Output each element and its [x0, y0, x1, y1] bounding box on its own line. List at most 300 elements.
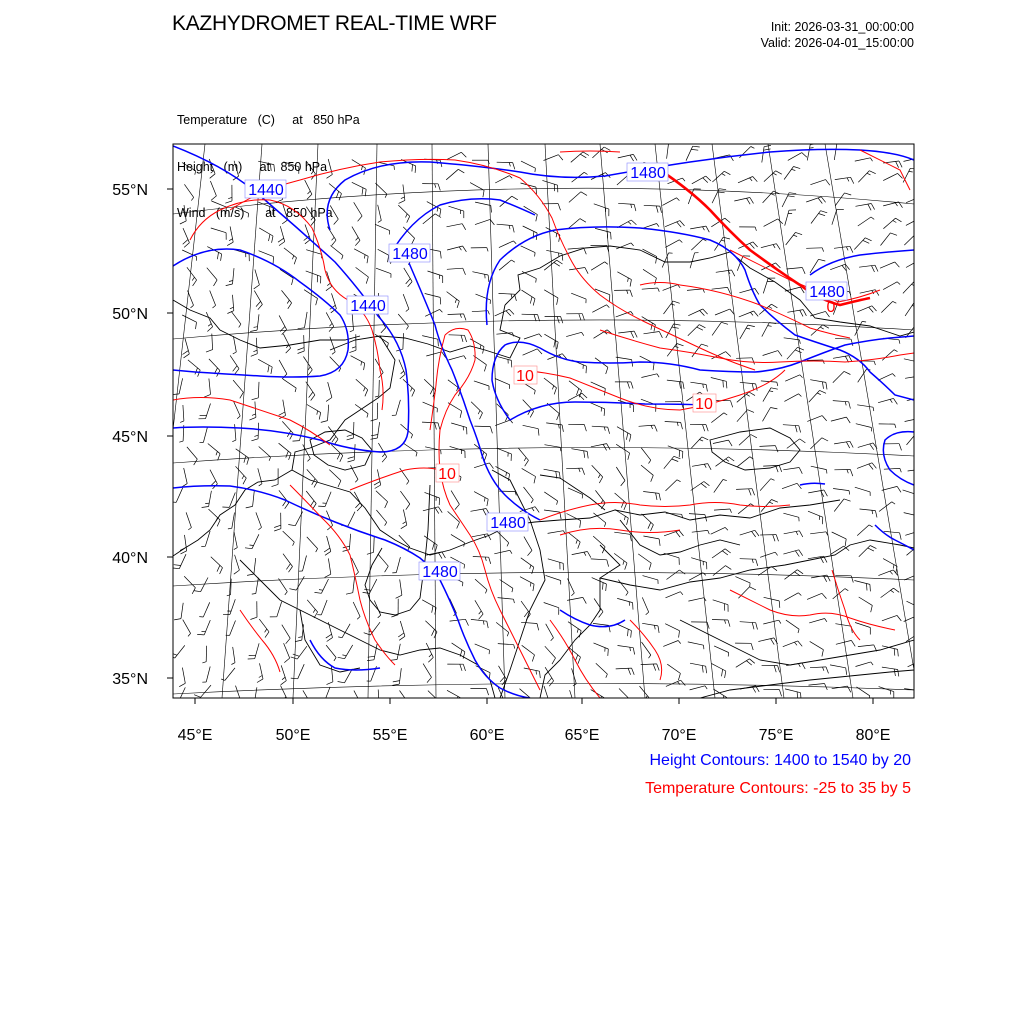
wind-barb-feather — [463, 664, 465, 671]
wind-barb-feather — [705, 686, 707, 689]
wind-barb-feather — [850, 441, 853, 447]
wind-barb-feather — [355, 503, 360, 508]
wind-barb-icon — [447, 690, 461, 698]
wind-barb-icon — [330, 205, 338, 219]
wind-barb-feather — [862, 321, 866, 322]
wind-barb-feather — [899, 340, 900, 344]
wind-barb-feather — [873, 407, 874, 411]
wind-barb-icon — [830, 665, 846, 668]
wind-barb-icon — [236, 466, 247, 478]
wind-barb-feather — [437, 208, 438, 212]
wind-barb-feather — [486, 689, 488, 696]
wind-barb-feather — [270, 164, 271, 171]
wind-barb-icon — [254, 291, 262, 305]
wind-barb-icon — [303, 690, 311, 704]
wind-barb-feather — [254, 285, 260, 289]
wind-barb-feather — [632, 668, 635, 675]
wind-barb-icon — [740, 622, 756, 623]
wind-barb-icon — [183, 620, 191, 634]
wind-barb-feather — [870, 158, 872, 161]
wind-barb-feather — [677, 422, 678, 426]
wind-barb-icon — [833, 401, 849, 402]
wind-barb-feather — [646, 612, 649, 615]
wind-barb-feather — [914, 282, 920, 285]
wind-barb-icon — [404, 268, 412, 282]
wind-barb-icon — [855, 158, 871, 161]
wind-barb-feather — [226, 207, 227, 214]
wind-barb-feather — [557, 414, 560, 421]
wind-barb-feather — [691, 149, 698, 150]
wind-barb-icon — [760, 446, 776, 447]
wind-barb-feather — [298, 328, 305, 329]
wind-barb-icon — [905, 418, 921, 421]
wind-barb-feather — [846, 417, 850, 423]
wind-barb-feather — [362, 188, 363, 195]
wind-barb-feather — [849, 356, 852, 362]
wind-barb-icon — [713, 440, 729, 443]
wind-barb-icon — [879, 502, 892, 512]
wind-barb-feather — [777, 382, 778, 386]
wind-barb-feather — [358, 216, 363, 221]
wind-barb-feather — [398, 633, 404, 637]
wind-barb-feather — [699, 325, 705, 328]
wind-barb-feather — [917, 532, 921, 538]
wind-barb-icon — [305, 180, 312, 194]
wind-barb-feather — [308, 367, 311, 370]
wind-barb-feather — [644, 696, 648, 702]
wind-barb-feather — [752, 489, 755, 496]
wind-barb-feather — [298, 637, 302, 638]
wind-barb-feather — [725, 620, 726, 624]
wind-barb-icon — [642, 514, 654, 525]
wind-barb-feather — [462, 224, 466, 230]
wind-barb-icon — [835, 177, 851, 179]
wind-barb-icon — [859, 546, 870, 557]
wind-barb-feather — [631, 382, 633, 389]
wind-barb-icon — [595, 228, 611, 232]
wind-barb-feather — [607, 444, 611, 450]
wind-barb-icon — [475, 579, 487, 590]
wind-barb-icon — [447, 292, 460, 302]
wind-barb-icon — [209, 379, 211, 395]
wind-barb-feather — [651, 475, 654, 482]
wind-barb-feather — [756, 623, 758, 630]
wind-barb-feather — [846, 247, 848, 251]
wind-barb-feather — [216, 451, 217, 455]
lon-label: 65°E — [565, 727, 600, 744]
lat-label: 35°N — [112, 671, 148, 688]
wind-barb-icon — [255, 643, 259, 658]
wind-barb-feather — [793, 235, 797, 236]
wind-barb-feather — [327, 175, 333, 179]
wind-barb-icon — [306, 250, 321, 255]
wind-barb-feather — [756, 559, 758, 566]
wind-barb-feather — [899, 444, 901, 451]
wind-barb-feather — [558, 204, 560, 211]
wind-barb-feather — [779, 465, 782, 472]
wind-barb-icon — [784, 593, 798, 601]
wind-barb-feather — [631, 631, 632, 638]
wind-barb-feather — [485, 557, 486, 561]
wind-barb-feather — [487, 621, 488, 628]
wind-barb-icon — [523, 349, 538, 355]
wind-barb-feather — [724, 171, 730, 174]
wind-barb-icon — [230, 355, 239, 368]
wind-barb-icon — [883, 282, 897, 290]
wind-barb-feather — [825, 619, 827, 622]
wind-barb-icon — [643, 536, 659, 539]
wind-barb-feather — [656, 206, 658, 213]
wind-barb-feather — [412, 238, 415, 244]
wind-barb-icon — [496, 356, 511, 360]
wind-barb-feather — [220, 568, 223, 574]
wind-barb-icon — [691, 239, 703, 250]
wind-barb-icon — [688, 325, 699, 336]
wind-barb-feather — [371, 419, 378, 421]
wind-barb-feather — [627, 382, 629, 389]
wind-barb-icon — [306, 271, 321, 277]
wind-barb-feather — [250, 617, 257, 619]
wind-barb-feather — [440, 297, 441, 304]
wind-barb-icon — [860, 509, 876, 511]
wind-barb-feather — [630, 534, 631, 541]
wind-barb-icon — [716, 457, 729, 466]
wind-barb-icon — [183, 228, 189, 243]
wind-barb-feather — [764, 149, 771, 150]
wind-barb-icon — [617, 427, 631, 435]
wind-barb-feather — [896, 161, 899, 167]
wind-barb-feather — [228, 197, 232, 198]
wind-barb-feather — [656, 493, 657, 500]
wind-barb-icon — [348, 512, 355, 526]
wind-barb-feather — [919, 158, 923, 164]
wind-barb-feather — [865, 238, 871, 241]
wind-barb-feather — [361, 362, 362, 366]
wind-barb-icon — [450, 599, 457, 614]
wind-barb-feather — [214, 280, 218, 286]
wind-barb-feather — [457, 522, 460, 528]
wind-barb-icon — [881, 588, 894, 597]
wind-barb-feather — [488, 275, 489, 282]
wind-barb-feather — [265, 632, 269, 638]
wind-barb-icon — [279, 315, 287, 329]
wind-barb-feather — [847, 470, 848, 474]
wind-barb-feather — [823, 360, 824, 364]
wind-barb-feather — [484, 498, 485, 502]
wind-barb-feather — [211, 196, 216, 201]
wind-barb-feather — [728, 287, 731, 293]
wind-barb-feather — [918, 615, 923, 620]
field-height: Height (m) at 850 hPa — [177, 160, 360, 176]
wind-barb-feather — [916, 635, 919, 638]
wind-barb-feather — [285, 592, 288, 595]
wind-barb-feather — [530, 297, 532, 304]
wind-barb-icon — [689, 573, 703, 581]
wind-barb-feather — [435, 184, 436, 188]
wind-barb-feather — [850, 246, 853, 252]
wind-barb-feather — [174, 619, 181, 620]
wind-barb-feather — [252, 594, 256, 595]
wind-barb-feather — [921, 197, 924, 200]
wind-barb-icon — [422, 422, 438, 423]
wind-barb-icon — [236, 449, 249, 458]
wind-barb-icon — [378, 554, 388, 566]
wind-barb-feather — [191, 305, 194, 308]
wind-barb-feather — [848, 686, 851, 692]
wind-barb-icon — [713, 566, 726, 576]
wind-barb-feather — [871, 662, 873, 665]
wind-barb-feather — [286, 451, 289, 458]
wind-barb-feather — [438, 507, 442, 513]
wind-barb-feather — [557, 501, 558, 505]
wind-barb-icon — [256, 338, 257, 354]
wind-barb-icon — [566, 468, 582, 469]
wind-barb-icon — [568, 532, 581, 542]
wind-barb-feather — [507, 543, 509, 547]
wind-barb-icon — [667, 570, 680, 580]
wind-barb-feather — [800, 439, 806, 443]
wind-barb-feather — [920, 362, 921, 369]
wind-barb-feather — [181, 551, 187, 554]
wind-barb-feather — [534, 390, 535, 394]
wind-barb-icon — [859, 597, 873, 605]
wind-barb-feather — [529, 699, 532, 706]
wind-barb-icon — [571, 293, 586, 299]
wind-barb-feather — [406, 279, 411, 284]
wind-barb-feather — [863, 240, 869, 243]
wind-barb-icon — [783, 425, 799, 426]
wind-barb-feather — [657, 664, 660, 671]
wind-barb-feather — [258, 304, 263, 309]
wind-barb-feather — [298, 351, 305, 353]
wind-barb-icon — [737, 410, 748, 422]
wind-barb-feather — [460, 314, 461, 318]
wind-barb-feather — [250, 545, 254, 546]
wind-barb-feather — [871, 217, 874, 219]
temperature-label: 10 — [516, 368, 534, 385]
lon-label: 80°E — [856, 727, 891, 744]
wind-barb-feather — [683, 178, 686, 181]
wind-barb-feather — [285, 503, 289, 509]
wind-barb-feather — [225, 201, 232, 203]
wind-barb-icon — [521, 161, 535, 168]
wind-barb-feather — [776, 171, 782, 174]
wind-barb-feather — [326, 287, 332, 291]
wind-barb-feather — [631, 220, 636, 225]
wind-barb-icon — [568, 622, 581, 631]
wind-barb-icon — [784, 167, 793, 180]
wind-barb-icon — [760, 552, 775, 557]
wind-barb-icon — [904, 513, 920, 517]
wind-barb-icon — [212, 334, 213, 350]
wind-barb-icon — [618, 646, 634, 648]
wind-barb-feather — [798, 664, 800, 668]
wind-barb-feather — [680, 592, 683, 595]
wind-barb-feather — [226, 284, 233, 286]
wind-barb-icon — [810, 667, 826, 668]
wind-barb-feather — [751, 643, 753, 650]
wind-barb-feather — [800, 375, 803, 378]
wind-barb-icon — [179, 378, 183, 394]
wind-barb-icon — [470, 183, 484, 191]
wind-barb-icon — [375, 183, 387, 194]
wind-barb-feather — [621, 501, 624, 508]
wind-barb-feather — [791, 169, 795, 170]
wind-barb-feather — [375, 396, 379, 397]
height-label: 1480 — [809, 284, 845, 301]
wind-barb-icon — [882, 667, 898, 669]
wind-barb-feather — [552, 386, 553, 390]
wind-barb-feather — [728, 620, 730, 627]
wind-barb-feather — [532, 508, 534, 511]
wind-barb-icon — [690, 663, 706, 666]
wind-barb-feather — [750, 198, 754, 204]
wind-barb-feather — [513, 226, 515, 233]
wind-barb-feather — [801, 693, 802, 700]
wind-barb-feather — [554, 262, 560, 266]
wind-barb-feather — [554, 388, 556, 395]
wind-barb-feather — [530, 411, 533, 417]
wind-barb-icon — [446, 169, 458, 180]
wind-barb-icon — [544, 469, 560, 472]
wind-barb-icon — [352, 227, 360, 241]
wind-barb-icon — [284, 162, 299, 167]
wind-barb-feather — [258, 527, 261, 530]
wind-barb-icon — [498, 644, 514, 645]
wind-barb-feather — [217, 520, 220, 526]
wind-barb-feather — [432, 543, 434, 550]
wind-barb-feather — [703, 309, 708, 314]
wind-barb-feather — [272, 484, 279, 486]
wind-barb-feather — [600, 696, 602, 703]
wind-barb-feather — [750, 243, 755, 248]
wind-barb-icon — [641, 448, 651, 461]
wind-barb-icon — [807, 145, 810, 161]
wind-barb-feather — [355, 479, 358, 482]
wind-barb-icon — [255, 270, 260, 285]
wind-barb-icon — [666, 592, 681, 598]
wind-barb-feather — [655, 278, 657, 285]
wind-barb-feather — [466, 619, 469, 625]
wind-barb-feather — [750, 178, 753, 181]
wind-barb-icon — [715, 309, 730, 315]
wind-barb-icon — [210, 291, 216, 306]
wind-barb-feather — [822, 438, 828, 441]
wind-barb-feather — [922, 660, 927, 665]
wind-barb-icon — [230, 621, 236, 636]
lon-label: 70°E — [662, 727, 697, 744]
wind-barb-feather — [630, 280, 631, 287]
wind-barb-feather — [655, 425, 658, 431]
wind-barb-icon — [831, 417, 847, 421]
wind-barb-feather — [827, 575, 830, 581]
wind-barb-icon — [642, 288, 658, 289]
wind-barb-feather — [826, 180, 830, 186]
wind-barb-icon — [204, 620, 210, 635]
wind-barb-feather — [849, 491, 850, 495]
wind-barb-feather — [671, 304, 675, 305]
wind-barb-feather — [874, 361, 875, 365]
wind-barb-feather — [799, 394, 802, 397]
wind-barb-feather — [357, 617, 360, 620]
wind-barb-feather — [920, 260, 925, 265]
wind-barb-feather — [188, 528, 191, 530]
wind-barb-feather — [511, 260, 514, 262]
wind-barb-feather — [536, 215, 538, 222]
wind-barb-feather — [385, 502, 388, 508]
wind-barb-feather — [195, 171, 196, 175]
wind-barb-feather — [870, 584, 871, 591]
wind-barb-icon — [206, 404, 211, 419]
wind-barb-icon — [763, 388, 771, 402]
wind-barb-icon — [568, 647, 580, 657]
wind-barb-icon — [209, 509, 221, 520]
wind-barb-feather — [725, 218, 730, 222]
wind-barb-feather — [773, 173, 777, 175]
wind-barb-feather — [407, 481, 409, 484]
wind-barb-feather — [706, 176, 711, 181]
wind-barb-feather — [845, 589, 848, 591]
height-label: 1480 — [490, 515, 526, 532]
wind-barb-icon — [342, 624, 350, 638]
wind-barb-feather — [722, 551, 728, 555]
wind-barb-feather — [851, 339, 853, 346]
wind-barb-feather — [679, 530, 683, 536]
wind-barb-feather — [778, 666, 780, 673]
wind-barb-feather — [174, 565, 181, 566]
wind-barb-feather — [194, 695, 201, 698]
wind-barb-feather — [914, 303, 921, 305]
height-label: 1480 — [392, 246, 428, 263]
wind-barb-feather — [621, 481, 625, 486]
wind-barb-icon — [426, 643, 433, 657]
wind-barb-feather — [411, 388, 413, 392]
wind-barb-feather — [606, 367, 608, 374]
wind-barb-feather — [603, 583, 604, 590]
wind-barb-feather — [894, 669, 895, 676]
wind-barb-icon — [424, 379, 436, 390]
wind-barb-icon — [856, 662, 871, 667]
wind-barb-feather — [873, 443, 877, 449]
wind-barb-icon — [544, 603, 559, 608]
wind-barb-icon — [590, 403, 605, 409]
wind-barb-icon — [713, 600, 728, 605]
wind-barb-feather — [895, 424, 896, 428]
wind-barb-feather — [669, 141, 676, 142]
wind-barb-icon — [735, 577, 750, 583]
wind-barb-feather — [281, 681, 287, 685]
wind-barb-feather — [788, 196, 795, 197]
wind-barb-feather — [254, 435, 258, 436]
wind-barb-icon — [546, 624, 554, 638]
wind-barb-icon — [179, 687, 186, 702]
wind-barb-icon — [450, 446, 465, 451]
wind-barb-icon — [806, 248, 822, 249]
wind-barb-icon — [903, 490, 918, 495]
wind-barb-feather — [585, 268, 588, 274]
wind-barb-icon — [762, 147, 764, 163]
wind-barb-feather — [530, 583, 531, 587]
wind-barb-feather — [307, 704, 312, 709]
wind-barb-feather — [538, 429, 539, 436]
wind-barb-feather — [921, 531, 925, 537]
wind-barb-feather — [282, 220, 288, 224]
wind-barb-icon — [763, 278, 768, 293]
wind-barb-feather — [362, 166, 363, 170]
wind-barb-feather — [232, 440, 236, 442]
wind-barb-feather — [457, 387, 458, 391]
height-legend: Height Contours: 1400 to 1540 by 20 — [649, 752, 911, 770]
